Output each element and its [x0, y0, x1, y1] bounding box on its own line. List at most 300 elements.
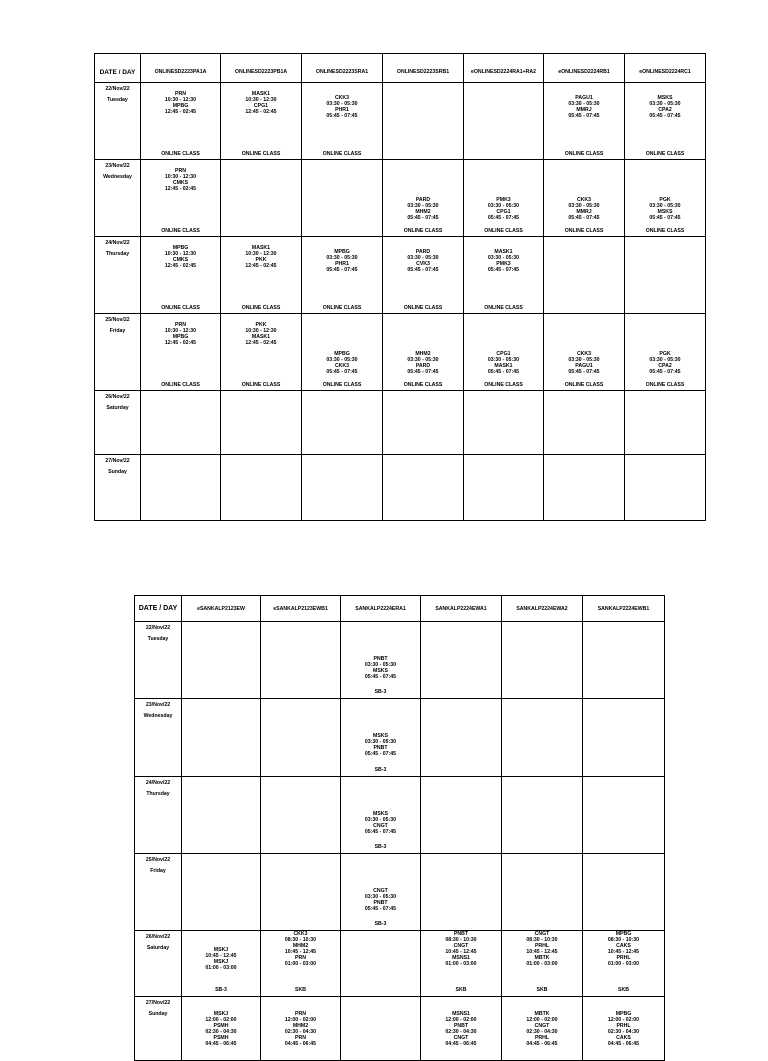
date-cell — [95, 391, 141, 455]
session-cell — [182, 997, 261, 1061]
faculty-code: MSNS1 — [452, 955, 470, 961]
session-cell — [464, 160, 544, 237]
schedule-row — [135, 854, 665, 931]
batch-column-header: SANKALP2224ERA1 — [341, 596, 421, 622]
date-label: 25/Nov/22 — [145, 857, 171, 863]
session-cell — [625, 455, 706, 521]
schedule-row — [95, 237, 706, 314]
session-time: 03:30 - 05:30 — [407, 357, 439, 363]
session-details — [625, 197, 705, 221]
session-time: 12:45 - 02:45 — [164, 186, 197, 192]
faculty-code: PRHL — [534, 943, 550, 949]
date-label: 26/Nov/22 — [145, 934, 171, 940]
day-label: Friday — [150, 868, 166, 874]
session-mode-label: ONLINE CLASS — [564, 151, 604, 157]
faculty-code: PMK3 — [496, 261, 511, 267]
date-cell — [135, 777, 182, 854]
session-time: 03:30 - 05:30 — [487, 203, 520, 209]
faculty-code: CMKS — [172, 257, 189, 263]
date-label: 22/Nov/22 — [145, 625, 171, 631]
session-cell — [464, 83, 544, 160]
date-cell — [135, 931, 182, 997]
faculty-code: PARD — [415, 249, 431, 255]
session-time: 03:30 - 05:30 — [487, 255, 520, 261]
session-cell — [261, 931, 341, 997]
session-cell — [464, 314, 544, 391]
session-time: 05:45 - 07:45 — [326, 267, 358, 273]
session-cell — [544, 237, 625, 314]
date-label: 24/Nov/22 — [105, 240, 130, 246]
faculty-code: MHM2 — [292, 1023, 309, 1029]
session-details — [421, 1011, 501, 1047]
session-time: 03:30 - 05:30 — [407, 203, 439, 209]
batch-column-header: eSANKALP2123EWB1 — [261, 596, 341, 622]
session-time: 05:45 - 07:45 — [364, 674, 397, 680]
session-cell — [182, 622, 261, 699]
faculty-code: PNBT — [453, 931, 469, 937]
faculty-code: CPG1 — [496, 209, 511, 215]
faculty-code: MASK1 — [494, 363, 513, 369]
session-cell — [383, 314, 464, 391]
session-mode-label: ONLINE CLASS — [403, 305, 443, 311]
session-cell — [341, 931, 421, 997]
session-time: 05:45 - 07:45 — [326, 369, 358, 375]
batch-column-header: SANKALP2224EWA1 — [421, 596, 502, 622]
faculty-code: MHM2 — [292, 943, 309, 949]
session-mode-label: SKB — [455, 987, 467, 993]
session-cell — [261, 699, 341, 777]
faculty-code: MASK1 — [251, 91, 271, 97]
schedule-row — [135, 622, 665, 699]
batch-column-header: eONLINESD2224RA1+RA2 — [464, 62, 544, 83]
faculty-code: MPBG — [615, 931, 632, 937]
batch-column-header: ONLINESD2223SRB1 — [383, 62, 464, 83]
session-cell — [625, 391, 706, 455]
faculty-code: MSKJ — [213, 1011, 229, 1017]
session-cell — [502, 931, 583, 997]
session-details — [302, 249, 382, 273]
session-time: 08:30 - 10:30 — [445, 937, 477, 943]
session-cell — [421, 699, 502, 777]
session-cell — [141, 314, 221, 391]
faculty-code: CNGT — [534, 1023, 550, 1029]
faculty-code: PRN — [295, 1011, 306, 1017]
faculty-code: MASK1 — [251, 245, 271, 251]
session-time: 01:00 - 03:00 — [205, 965, 237, 971]
session-cell — [182, 854, 261, 931]
session-cell — [502, 777, 583, 854]
session-details — [302, 95, 382, 119]
faculty-code: MSKS — [373, 733, 388, 739]
date-cell — [135, 699, 182, 777]
session-cell — [583, 931, 665, 997]
faculty-code: CNGT — [453, 1035, 469, 1041]
session-details — [302, 351, 382, 375]
session-time: 01:00 - 03:00 — [284, 961, 317, 967]
session-cell — [141, 455, 221, 521]
session-time: 10:30 - 12:30 — [245, 251, 277, 257]
faculty-code: MSKS — [657, 209, 673, 215]
day-label: Wednesday — [143, 713, 173, 719]
date-label: 26/Nov/22 — [105, 394, 130, 400]
session-mode-label: SB-3 — [374, 921, 387, 927]
faculty-code: PMK3 — [496, 197, 511, 203]
session-time: 03:30 - 05:30 — [649, 203, 681, 209]
session-cell — [583, 622, 665, 699]
session-time: 05:45 - 07:45 — [568, 215, 600, 221]
batch-column-header: ONLINESD2223PB1A — [221, 62, 302, 83]
session-time: 12:00 - 02:00 — [607, 1017, 640, 1023]
faculty-code: MSKS — [373, 811, 388, 817]
schedule-row — [135, 997, 665, 1061]
day-label: Saturday — [106, 405, 129, 411]
batch-column-header: ONLINESD2223PA1A — [141, 62, 221, 83]
session-time: 12:45 - 02:45 — [245, 340, 277, 346]
session-mode-label: ONLINE CLASS — [322, 382, 362, 388]
date-label: 25/Nov/22 — [105, 317, 130, 323]
date-cell — [135, 854, 182, 931]
session-time: 04:45 - 06:45 — [607, 1041, 640, 1047]
session-cell — [141, 83, 221, 160]
session-time: 05:45 - 07:45 — [364, 751, 397, 757]
session-cell — [625, 160, 706, 237]
session-time: 12:00 - 02:00 — [284, 1017, 317, 1023]
session-details — [383, 249, 463, 273]
session-time: 05:45 - 07:45 — [487, 267, 520, 273]
session-details — [502, 931, 582, 967]
session-cell — [502, 854, 583, 931]
faculty-code: CNGT — [534, 931, 550, 937]
session-time: 12:45 - 02:45 — [164, 109, 197, 115]
schedule-row — [135, 699, 665, 777]
session-time: 12:45 - 02:45 — [245, 263, 277, 269]
faculty-code: CAKS — [616, 1035, 631, 1041]
session-cell — [182, 777, 261, 854]
faculty-code: CMKS — [172, 180, 189, 186]
session-cell — [544, 455, 625, 521]
session-details — [464, 197, 543, 221]
faculty-code: PARD — [415, 363, 431, 369]
faculty-code: PRN — [175, 91, 186, 97]
faculty-code: PGK — [659, 351, 671, 357]
faculty-code: PSMH — [213, 1035, 229, 1041]
session-time: 03:30 - 05:30 — [326, 101, 358, 107]
faculty-code: PAGU1 — [575, 363, 593, 369]
session-cell — [221, 391, 302, 455]
session-details — [544, 197, 624, 221]
session-cell — [221, 237, 302, 314]
faculty-code: MSNS1 — [452, 1011, 470, 1017]
session-cell — [583, 854, 665, 931]
session-details — [383, 351, 463, 375]
session-details — [182, 947, 260, 971]
session-time: 10:30 - 12:30 — [164, 97, 197, 103]
session-cell — [421, 777, 502, 854]
session-time: 03:30 - 05:30 — [568, 203, 600, 209]
session-cell — [383, 83, 464, 160]
session-details — [421, 931, 501, 967]
session-time: 04:45 - 06:45 — [205, 1041, 237, 1047]
session-time: 03:30 - 05:30 — [326, 255, 358, 261]
session-time: 05:45 - 07:45 — [364, 906, 397, 912]
session-mode-label: SB-3 — [374, 767, 387, 773]
session-cell — [583, 997, 665, 1061]
session-mode-label: ONLINE CLASS — [161, 382, 200, 388]
session-time: 03:30 - 05:30 — [407, 255, 439, 261]
session-details — [182, 1011, 260, 1047]
session-time: 03:30 - 05:30 — [326, 357, 358, 363]
session-cell — [141, 237, 221, 314]
session-details — [141, 322, 220, 346]
session-cell — [221, 83, 302, 160]
schedule-table-online — [94, 53, 706, 521]
day-label: Thursday — [105, 251, 130, 257]
session-cell — [221, 455, 302, 521]
faculty-code: MSKJ — [213, 959, 229, 965]
date-cell — [135, 997, 182, 1061]
session-time: 12:00 - 02:00 — [205, 1017, 237, 1023]
date-label: 24/Nov/22 — [145, 780, 171, 786]
day-label: Wednesday — [103, 174, 132, 180]
session-mode-label: SKB — [536, 987, 548, 993]
schedule-row — [135, 931, 665, 997]
session-mode-label: ONLINE CLASS — [241, 382, 281, 388]
date-cell — [95, 83, 141, 160]
session-time: 02:30 - 04:30 — [445, 1029, 477, 1035]
session-details — [261, 931, 340, 967]
session-time: 03:30 - 05:30 — [568, 101, 600, 107]
faculty-code: PHR1 — [335, 261, 349, 267]
day-label: Saturday — [146, 945, 170, 951]
session-cell — [182, 699, 261, 777]
session-mode-label: ONLINE CLASS — [241, 305, 281, 311]
session-time: 05:45 - 07:45 — [649, 113, 681, 119]
batch-column-header: eONLINESD2224RC1 — [625, 62, 706, 83]
day-label: Sunday — [148, 1011, 168, 1017]
faculty-code: CNGT — [373, 823, 388, 829]
session-details — [221, 322, 301, 346]
faculty-code: PNBT — [373, 900, 388, 906]
session-mode-label: SB-3 — [374, 689, 387, 695]
session-mode-label: ONLINE CLASS — [161, 305, 200, 311]
session-time: 10:45 - 12:45 — [607, 949, 640, 955]
session-time: 04:45 - 06:45 — [284, 1041, 317, 1047]
session-time: 05:45 - 07:45 — [649, 215, 681, 221]
session-time: 01:00 - 03:00 — [445, 961, 477, 967]
faculty-code: CPA2 — [658, 107, 672, 113]
session-cell — [221, 314, 302, 391]
session-details — [341, 888, 420, 912]
session-time: 10:30 - 12:30 — [164, 174, 197, 180]
session-details — [583, 1011, 664, 1047]
session-cell — [383, 391, 464, 455]
session-cell — [182, 931, 261, 997]
faculty-code: MPBG — [172, 334, 189, 340]
faculty-code: MMRJ — [576, 209, 592, 215]
session-cell — [341, 854, 421, 931]
session-time: 10:30 - 12:30 — [245, 97, 277, 103]
faculty-code: PKK — [255, 322, 267, 328]
session-time: 12:00 - 02:00 — [445, 1017, 477, 1023]
session-mode-label: ONLINE CLASS — [484, 382, 523, 388]
faculty-code: MPBG — [334, 249, 350, 255]
session-time: 12:00 - 02:00 — [526, 1017, 558, 1023]
session-cell — [383, 160, 464, 237]
session-details — [464, 351, 543, 375]
session-cell — [502, 997, 583, 1061]
session-details — [502, 1011, 582, 1047]
session-time: 03:30 - 05:30 — [364, 894, 397, 900]
session-time: 10:30 - 12:30 — [164, 328, 197, 334]
faculty-code: MBTK — [534, 955, 550, 961]
session-time: 05:45 - 07:45 — [487, 215, 520, 221]
session-mode-label: ONLINE CLASS — [484, 305, 523, 311]
session-cell — [583, 699, 665, 777]
session-mode-label: SB-3 — [215, 987, 227, 993]
session-time: 12:45 - 02:45 — [245, 109, 277, 115]
session-time: 10:45 - 12:45 — [284, 949, 317, 955]
faculty-code: MBTK — [534, 1011, 550, 1017]
session-time: 05:45 - 07:45 — [326, 113, 358, 119]
day-label: Friday — [109, 328, 126, 334]
session-time: 03:30 - 05:30 — [649, 357, 681, 363]
session-cell — [302, 314, 383, 391]
date-day-header: DATE / DAY — [95, 62, 141, 83]
session-mode-label: SKB — [618, 987, 629, 993]
faculty-code: PSMH — [213, 1023, 229, 1029]
faculty-code: PARD — [415, 197, 431, 203]
session-time: 04:45 - 06:45 — [526, 1041, 558, 1047]
session-time: 03:30 - 05:30 — [364, 739, 397, 745]
session-cell — [341, 699, 421, 777]
session-mode-label: ONLINE CLASS — [645, 151, 685, 157]
batch-column-header: SANKALP2224EWA2 — [502, 596, 583, 622]
faculty-code: MPBG — [334, 351, 350, 357]
session-time: 05:45 - 07:45 — [407, 215, 439, 221]
faculty-code: PNBT — [373, 656, 388, 662]
session-mode-label: SKB — [295, 987, 306, 993]
faculty-code: MHM2 — [415, 209, 431, 215]
session-mode-label: ONLINE CLASS — [645, 228, 685, 234]
faculty-code: CPG1 — [496, 351, 511, 357]
session-cell — [341, 997, 421, 1061]
faculty-code: CAKS — [616, 943, 631, 949]
faculty-code: CKK3 — [293, 931, 308, 937]
session-time: 03:30 - 05:30 — [364, 662, 397, 668]
session-cell — [502, 699, 583, 777]
batch-column-header: eSANKALP2123EW — [182, 596, 261, 622]
date-cell — [95, 237, 141, 314]
session-time: 08:30 - 10:30 — [607, 937, 640, 943]
session-mode-label: ONLINE CLASS — [322, 151, 362, 157]
session-cell — [302, 237, 383, 314]
session-details — [464, 249, 543, 273]
session-cell — [625, 314, 706, 391]
session-time: 02:30 - 04:30 — [284, 1029, 317, 1035]
faculty-code: CPA2 — [658, 363, 672, 369]
date-label: 27/Nov/22 — [145, 1000, 171, 1006]
session-details — [221, 245, 301, 269]
session-mode-label: ONLINE CLASS — [241, 151, 281, 157]
session-cell — [221, 160, 302, 237]
session-mode-label: ONLINE CLASS — [645, 382, 685, 388]
faculty-code: PNBT — [453, 1023, 469, 1029]
faculty-code: PGK — [659, 197, 671, 203]
session-details — [141, 168, 220, 192]
faculty-code: CKK3 — [334, 363, 350, 369]
faculty-code: CKK3 — [576, 351, 592, 357]
session-cell — [464, 237, 544, 314]
session-time: 02:30 - 04:30 — [607, 1029, 640, 1035]
day-label: Thursday — [146, 791, 170, 797]
session-time: 02:30 - 04:30 — [526, 1029, 558, 1035]
session-time: 12:45 - 02:45 — [164, 340, 197, 346]
session-mode-label: ONLINE CLASS — [161, 228, 200, 234]
session-details — [341, 811, 420, 835]
session-cell — [302, 83, 383, 160]
schedule-row — [95, 455, 706, 521]
day-label: Tuesday — [147, 636, 169, 642]
session-cell — [261, 622, 341, 699]
session-time: 03:30 - 05:30 — [364, 817, 397, 823]
session-time: 01:00 - 03:00 — [607, 961, 640, 967]
session-cell — [625, 83, 706, 160]
session-time: 10:45 - 12:45 — [526, 949, 558, 955]
day-label: Tuesday — [107, 97, 128, 103]
session-details — [625, 95, 705, 119]
date-label: 23/Nov/22 — [105, 163, 130, 169]
session-details — [583, 931, 664, 967]
session-cell — [544, 391, 625, 455]
session-mode-label: ONLINE CLASS — [564, 228, 604, 234]
faculty-code: MMRJ — [576, 107, 592, 113]
schedule-row — [95, 314, 706, 391]
batch-column-header: ONLINESD2223SRA1 — [302, 62, 383, 83]
session-details — [544, 351, 624, 375]
session-details — [141, 245, 220, 269]
faculty-code: CKK3 — [334, 95, 350, 101]
session-details — [341, 733, 420, 757]
day-label: Sunday — [108, 469, 127, 475]
session-time: 08:30 - 10:30 — [526, 937, 558, 943]
session-time: 05:45 - 07:45 — [407, 267, 439, 273]
faculty-code: CNGT — [453, 943, 469, 949]
session-mode-label: ONLINE CLASS — [403, 382, 443, 388]
session-time: 10:30 - 12:30 — [164, 251, 197, 257]
session-time: 03:30 - 05:30 — [568, 357, 600, 363]
faculty-code: PAGU1 — [575, 95, 593, 101]
session-cell — [421, 931, 502, 997]
date-cell — [135, 622, 182, 699]
faculty-code: MPBG — [172, 245, 189, 251]
session-details — [544, 95, 624, 119]
session-cell — [464, 455, 544, 521]
session-time: 03:30 - 05:30 — [649, 101, 681, 107]
session-time: 05:45 - 07:45 — [568, 369, 600, 375]
session-cell — [625, 237, 706, 314]
faculty-code: CNGT — [373, 888, 388, 894]
date-day-header: DATE / DAY — [135, 596, 182, 622]
faculty-code: MHM2 — [415, 351, 431, 357]
session-cell — [383, 237, 464, 314]
date-cell — [95, 455, 141, 521]
faculty-code: PNBT — [373, 745, 388, 751]
session-mode-label: SB-3 — [374, 844, 387, 850]
faculty-code: CPG1 — [253, 103, 269, 109]
session-details — [625, 351, 705, 375]
faculty-code: MPBG — [172, 103, 189, 109]
session-cell — [421, 997, 502, 1061]
